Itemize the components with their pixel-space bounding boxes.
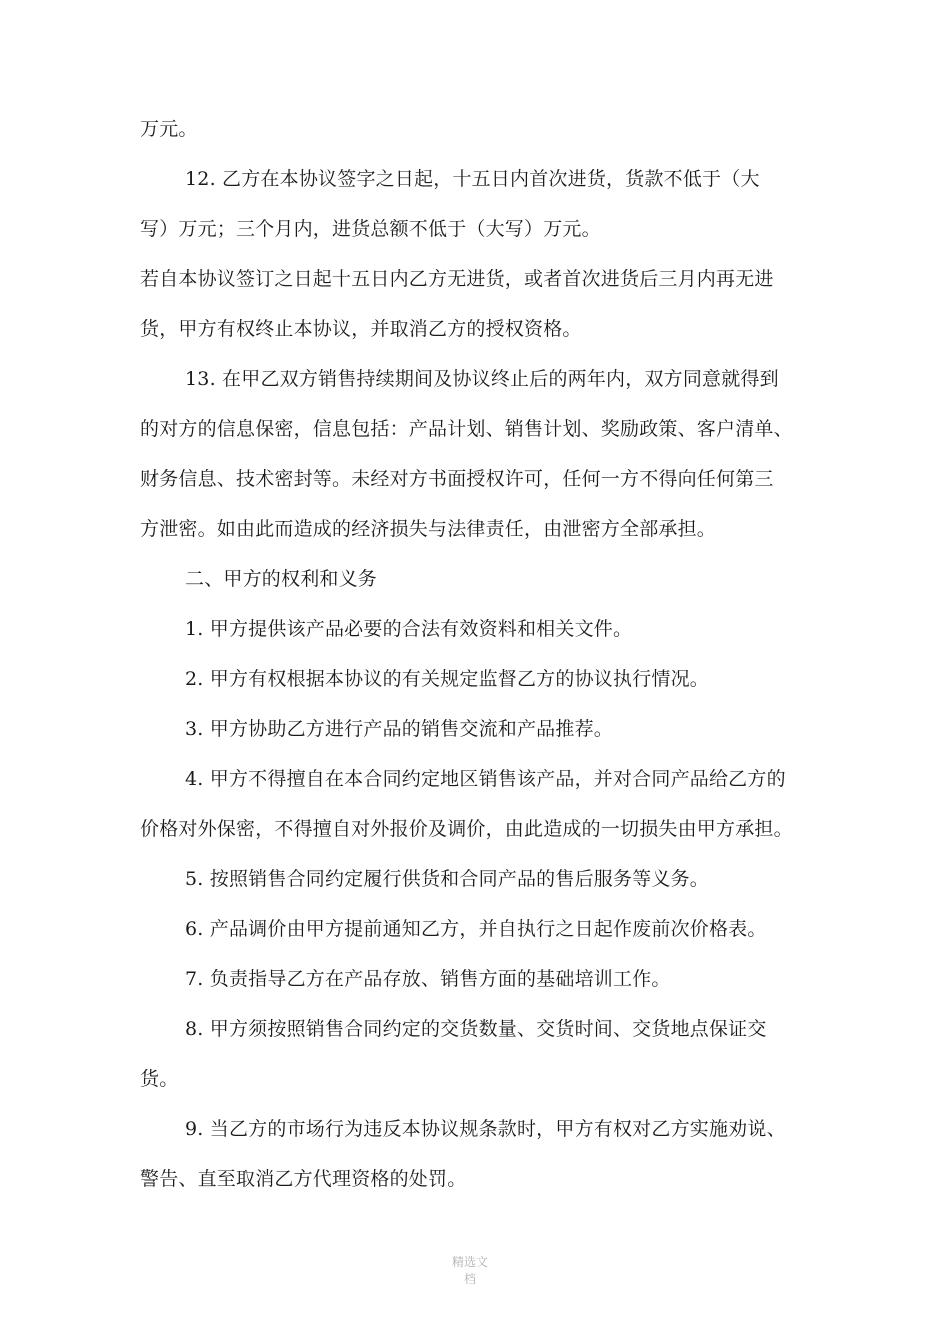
text-line: 财务信息、技术密封等。未经对方书面授权许可，任何一方不得向任何第三 (140, 468, 774, 490)
section-heading: 二、甲方的权利和义务 (185, 568, 378, 590)
text-line: 万元。 (140, 118, 198, 140)
footer-watermark (440, 1254, 500, 1288)
text-line: 写）万元；三个月内，进货总额不低于（大写）万元。 (140, 218, 601, 240)
item-4: 4. 甲方不得擅自在本合同约定地区销售该产品，并对合同产品给乙方的 (185, 768, 786, 790)
item-7: 7. 负责指导乙方在产品存放、销售方面的基础培训工作。 (185, 968, 671, 990)
clause-13-line: 13. 在甲乙双方销售持续期间及协议终止后的两年内，双方同意就得到 (185, 368, 779, 390)
footer-line-1: 精选文 (451, 1255, 488, 1269)
text-line: 货，甲方有权终止本协议，并取消乙方的授权资格。 (140, 318, 582, 340)
text-line: 若自本协议签订之日起十五日内乙方无进货，或者首次进货后三月内再无进 (140, 268, 774, 290)
item-3: 3. 甲方协助乙方进行产品的销售交流和产品推荐。 (185, 718, 613, 740)
item-1: 1. 甲方提供该产品必要的合法有效资料和相关文件。 (185, 618, 633, 640)
item-8: 8. 甲方须按照销售合同约定的交货数量、交货时间、交货地点保证交 (185, 1018, 767, 1040)
text-line: 货。 (140, 1068, 179, 1090)
footer-line-2: 档 (463, 1272, 476, 1286)
item-5: 5. 按照销售合同约定履行供货和合同产品的售后服务等义务。 (185, 868, 709, 890)
text-line: 警告、直至取消乙方代理资格的处罚。 (140, 1168, 467, 1190)
item-2: 2. 甲方有权根据本协议的有关规定监督乙方的协议执行情况。 (185, 668, 709, 690)
text-line: 方泄密。如由此而造成的经济损失与法律责任，由泄密方全部承担。 (140, 518, 717, 540)
text-line: 的对方的信息保密，信息包括：产品计划、销售计划、奖励政策、客户清单、 (140, 418, 793, 440)
item-6: 6. 产品调价由甲方提前通知乙方，并自执行之日起作废前次价格表。 (185, 918, 767, 940)
text-line: 价格对外保密，不得擅自对外报价及调价，由此造成的一切损失由甲方承担。 (140, 818, 793, 840)
clause-12-line: 12. 乙方在本协议签字之日起，十五日内首次进货，货款不低于（大 (185, 168, 760, 190)
item-9: 9. 当乙方的市场行为违反本协议规条款时，甲方有权对乙方实施劝说、 (185, 1118, 786, 1140)
